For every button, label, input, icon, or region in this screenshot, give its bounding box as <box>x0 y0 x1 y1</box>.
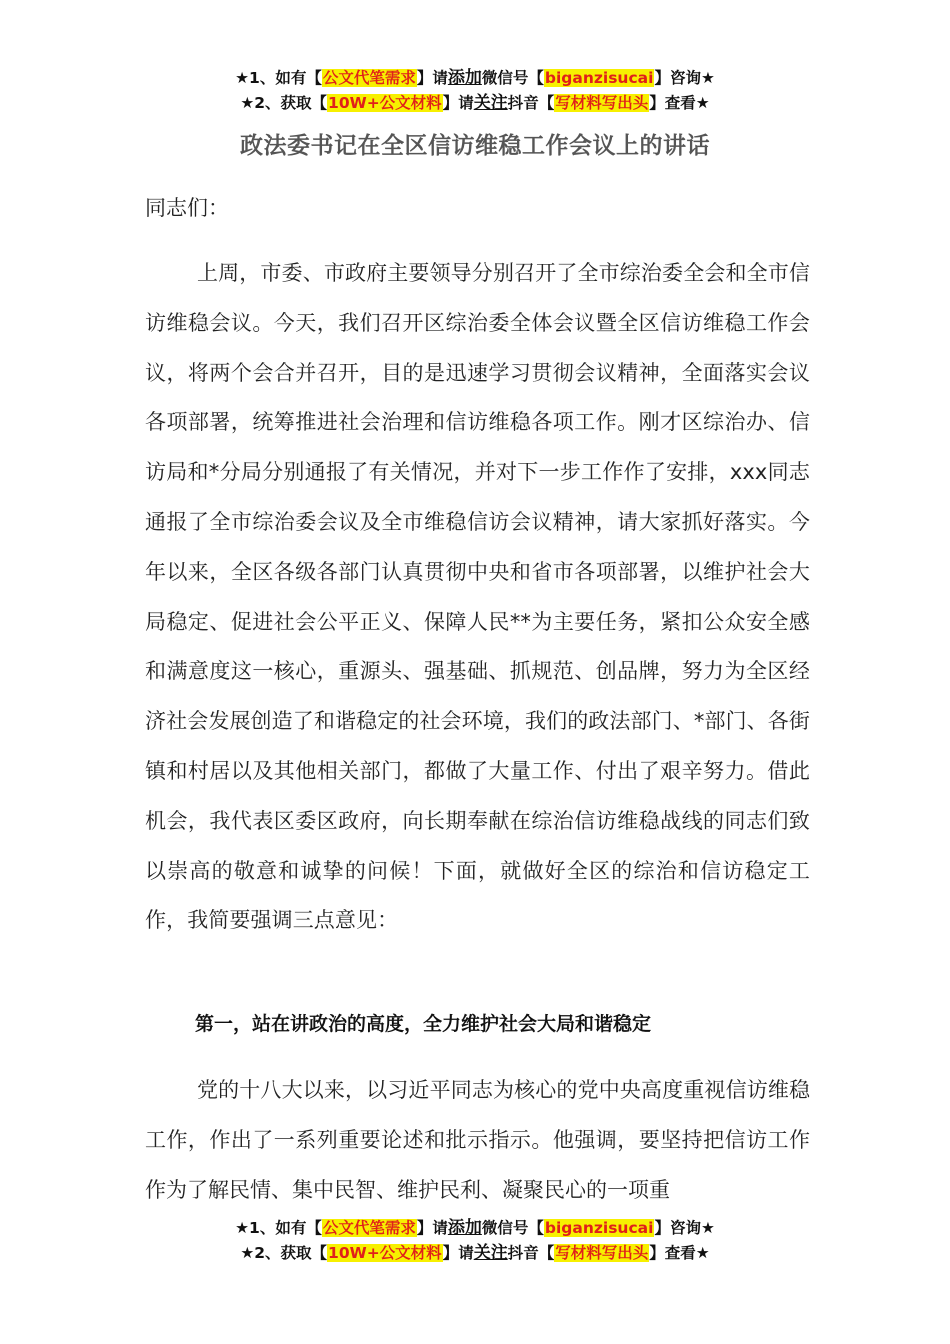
banner-text: 抖音【 <box>507 94 555 112</box>
banner-emphasis: 添加 <box>447 1218 482 1238</box>
banner-text: 微信号【 <box>481 69 544 87</box>
banner-emphasis: 关注 <box>473 93 508 113</box>
banner-text: 】咨询★ <box>654 69 715 87</box>
banner-text: 】请 <box>416 1219 448 1237</box>
document-title: 政法委书记在全区信访维稳工作会议上的讲话 <box>240 133 710 159</box>
banner-line-2 <box>0 91 950 116</box>
banner-highlight: 写材料写出头 <box>555 1244 649 1262</box>
body-paragraph-1: 上周，市委、市政府主要领导分别召开了全市综治委全会和全市信访维稳会议。今天，我们召开区综治委全体会议暨全区信访维稳工作会议，将两个会合并召开，目的是迅速学习贯彻会议精神，全面落实会议各项部署，统筹推进社会治理和信访维稳各项工作。刚才区综治办、信访局和*分局分别通报了有关情况，并对下一步工作作了安排，xxx同志通报了全市综治委会议及全市维稳信访会议精神，请大家抓好落实。今年以来，全区各级各部门认真贯彻中央和省市各项部署，以维护社会大局稳定、促进社会公平正义、保障人民**为主要任务，紧扣公众安全感和满意度这一核心，重源头、强基础、抓规范、创品牌，努力为全区经济社会发展创造了和谐稳定的社会环境，我们的政法部门、*部门、各街镇和村居以及其他相关部门，都做了大量工作、付出了艰辛努力。借此机会，我代表区委区政府，向长期奉献在综治信访维稳战线的同志们致以崇高的敬意和诚挚的问候！下面，就做好全区的综治和信访稳定工作，我简要强调三点意见： <box>145 261 810 933</box>
banner-emphasis: 关注 <box>473 1243 508 1263</box>
banner-line-1 <box>0 66 950 91</box>
banner-highlight: biganzisucai <box>544 1219 654 1237</box>
banner-text: ★1、如有【 <box>235 69 322 87</box>
banner-highlight: 写材料写出头 <box>555 94 649 112</box>
banner-text: 】请 <box>416 69 448 87</box>
banner-text: 】查看★ <box>649 94 710 112</box>
header-banner <box>0 66 950 116</box>
banner-text: 】查看★ <box>649 1244 710 1262</box>
banner-highlight: 公文代笔需求 <box>322 1219 416 1237</box>
section-heading-1: 第一，站在讲政治的高度，全力维护社会大局和谐稳定 <box>195 1013 652 1035</box>
banner-text: 微信号【 <box>481 1219 544 1237</box>
banner-text: 抖音【 <box>507 1244 555 1262</box>
banner-text: ★2、获取【 <box>240 1244 328 1262</box>
salutation: 同志们： <box>145 196 229 220</box>
banner-text: ★1、如有【 <box>235 1219 322 1237</box>
banner-highlight: 10W+公文材料 <box>328 1244 442 1262</box>
body-paragraph-2: 党的十八大以来，以习近平同志为核心的党中央高度重视信访维稳工作，作出了一系列重要论述和批示指示。他强调，要坚持把信访工作作为了解民情、集中民智、维护民利、凝聚民心的一项重 <box>145 1078 810 1202</box>
banner-text: 】咨询★ <box>654 1219 715 1237</box>
banner-line-2 <box>0 1241 950 1266</box>
banner-emphasis: 添加 <box>447 68 482 88</box>
banner-line-1 <box>0 1216 950 1241</box>
banner-text: 】请 <box>442 1244 474 1262</box>
banner-text: ★2、获取【 <box>240 94 328 112</box>
banner-highlight: 公文代笔需求 <box>322 69 416 87</box>
banner-highlight: 10W+公文材料 <box>328 94 442 112</box>
footer-banner <box>0 1216 950 1266</box>
banner-text: 】请 <box>442 94 474 112</box>
banner-highlight: biganzisucai <box>544 69 654 87</box>
